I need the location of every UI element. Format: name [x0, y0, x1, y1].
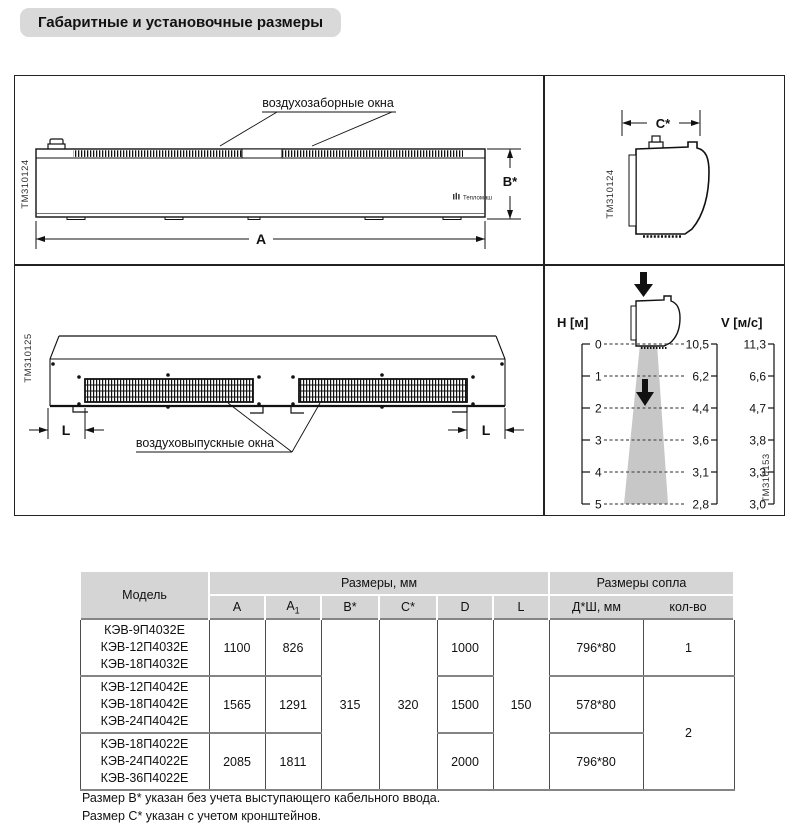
v2-5: 3,0: [749, 497, 766, 512]
th-col-qty: кол-во: [643, 595, 734, 619]
height-axis: [582, 344, 590, 504]
velocity-col1: [686, 338, 717, 512]
dim-l-right: [448, 408, 524, 439]
dimensions-table: [79, 570, 735, 791]
th-dimensions-group: Размеры, мм: [209, 571, 549, 595]
h-4: 4: [595, 465, 602, 480]
cell-a1: 1811: [265, 733, 321, 790]
cell-qty: 1: [643, 619, 734, 676]
dimension-drawings-panel: [14, 75, 785, 516]
cell-b-merged: 315: [321, 619, 379, 790]
cell-qty-merged: 2: [643, 676, 734, 790]
th-nozzle-group: Размеры сопла: [549, 571, 734, 595]
h-5: 5: [595, 497, 602, 512]
front-view-unit: [36, 139, 492, 220]
v1-5: 2,8: [692, 497, 709, 512]
cell-d: 1500: [437, 676, 493, 733]
v2-2: 4,7: [749, 401, 766, 416]
table-row-group-1: [80, 619, 734, 676]
intake-grille-right: [282, 150, 463, 157]
cell-nozzle: 796*80: [549, 619, 643, 676]
drawing-code-bottom: ТМ310125: [23, 333, 34, 383]
dim-a-label: A: [255, 231, 267, 247]
v1-4: 3,1: [692, 465, 709, 480]
th-col-a1-base: А: [286, 598, 295, 613]
intake-callout-label: воздухозаборные окна: [262, 96, 394, 110]
cell-d: 1000: [437, 619, 493, 676]
v1-3: 3,6: [692, 433, 709, 448]
v1-0: 10,5: [685, 337, 709, 352]
inflow-arrow-icon: [634, 284, 653, 297]
bottom-view-drawing: [15, 266, 543, 515]
th-model: Модель: [80, 571, 209, 619]
drawing-code-front: ТМ310124: [20, 159, 31, 209]
v2-3: 3,8: [749, 433, 766, 448]
h-0: 0: [595, 337, 602, 352]
th-col-l: L: [493, 595, 549, 619]
dim-a: [36, 221, 485, 249]
airflow-diagram: [545, 266, 784, 515]
dim-c: [622, 110, 700, 136]
th-col-d: D: [437, 595, 493, 619]
drawing-code-side: ТМ310124: [605, 169, 616, 219]
dim-l-right-label: L: [481, 422, 491, 438]
h-2: 2: [595, 401, 602, 416]
v2-1: 6,6: [749, 369, 766, 384]
airflow-cone: [624, 344, 668, 504]
cell-c-merged: 320: [379, 619, 437, 790]
footnote-c: Размер С* указан с учетом кронштейнов.: [82, 808, 322, 823]
intake-grille-left: [73, 150, 242, 157]
model-name: КЭВ-18П4032Е: [100, 657, 189, 671]
h-1: 1: [595, 369, 602, 384]
footnote-b: Размер В* указан без учета выступающего кабельного ввода.: [82, 791, 441, 805]
model-name: КЭВ-36П4022Е: [100, 771, 189, 785]
th-col-c: C*: [379, 595, 437, 619]
model-name: КЭВ-18П4042Е: [100, 697, 189, 711]
th-col-nozzle: Д*Ш, мм: [549, 595, 643, 619]
model-name: КЭВ-24П4022Е: [100, 754, 189, 768]
dim-l-left-label: L: [61, 422, 71, 438]
v2-4: 3,3: [749, 465, 766, 480]
model-cell: [80, 619, 209, 676]
footnotes: [82, 790, 440, 825]
cell-d: 2000: [437, 733, 493, 790]
outlet-grilles: [51, 362, 504, 409]
v2-0: 11,3: [743, 337, 766, 352]
model-name: КЭВ-12П4042Е: [100, 680, 189, 694]
side-profile: [629, 136, 709, 237]
model-name: КЭВ-24П4042Е: [100, 714, 189, 728]
joint-cover: [242, 149, 282, 158]
dim-c-label: C*: [655, 116, 671, 131]
cell-l-merged: 150: [493, 619, 549, 790]
page-title: Габаритные и установочные размеры: [20, 8, 341, 37]
v1-1: 6,2: [692, 369, 709, 384]
model-name: КЭВ-9П4032Е: [104, 623, 185, 637]
cell-a1: 1291: [265, 676, 321, 733]
th-col-b: B*: [321, 595, 379, 619]
dim-l-left: [29, 408, 104, 439]
cell-nozzle: 578*80: [549, 676, 643, 733]
height-values: [595, 338, 602, 512]
teplomash-logo-text: Тепломаш: [463, 195, 493, 202]
outlet-callout-label: воздуховыпускные окна: [135, 436, 275, 450]
model-cell: [80, 676, 209, 733]
th-col-a1: [265, 595, 321, 619]
dim-b: [487, 149, 521, 219]
cell-a: 2085: [209, 733, 265, 790]
height-axis-label: H [м]: [557, 315, 589, 330]
h-3: 3: [595, 433, 602, 448]
unit-pictogram: [631, 272, 680, 348]
outlet-callout: [136, 403, 320, 452]
dim-b-label: B*: [502, 174, 518, 189]
cell-a: 1100: [209, 619, 265, 676]
model-name: КЭВ-18П4022Е: [100, 737, 189, 751]
th-col-a1-sub: 1: [294, 605, 300, 616]
v1-2: 4,4: [692, 401, 709, 416]
mount-bracket: [629, 155, 636, 226]
velocity-axis-label: V [м/с]: [721, 315, 763, 330]
intake-callout: [220, 96, 396, 146]
side-view-drawing: [545, 76, 784, 264]
model-cell: [80, 733, 209, 790]
drawing-code-airflow: ТМ310153: [761, 453, 772, 503]
front-view-drawing: [15, 76, 543, 264]
model-name: КЭВ-12П4032Е: [100, 640, 189, 654]
mount-hooks: [73, 407, 467, 413]
cell-nozzle: 796*80: [549, 733, 643, 790]
cell-a: 1565: [209, 676, 265, 733]
th-col-a: A: [209, 595, 265, 619]
cell-a1: 826: [265, 619, 321, 676]
